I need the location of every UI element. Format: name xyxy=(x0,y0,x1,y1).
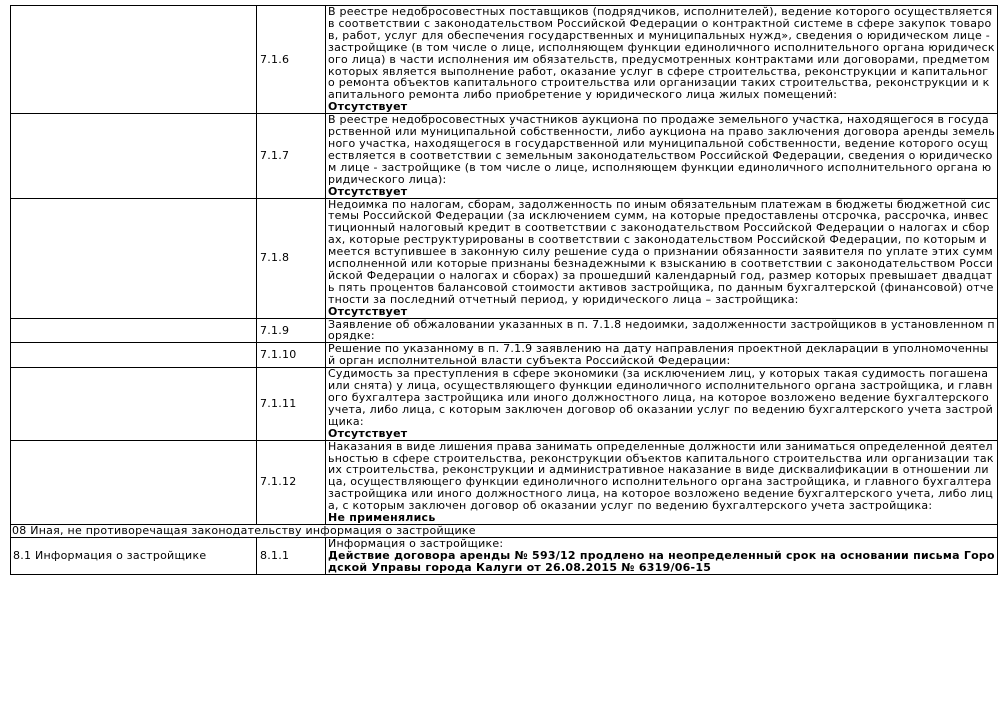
item-content xyxy=(326,6,998,114)
section-08-row xyxy=(11,524,998,537)
item-content xyxy=(326,537,998,574)
item-number: 7.1.11 xyxy=(257,368,326,440)
section-cell xyxy=(11,198,257,318)
table-row-7-1-10 xyxy=(11,343,998,368)
section-cell xyxy=(11,6,257,114)
item-text: В реестре недобросовестных поставщиков (подрядчиков, исполнителей), ведение которого осуществляется в соответствии с законодательством Российской Федерации о контрактной системе в сфере закупок товаров, работ, услуг для обеспечения государственных и муниципальных нужд», сведения о юридическом лице - застройщике (в том числе о лице, исполняющем функции единоличного исполнительного органа юридического лица) в части исполнения им обязательств, предусмотренных контрактами или договорами, предметом которых является выполнение работ, оказание услуг в сфере строительства, реконструкции и капитального ремонта объектов капитального строительства или организации таких строительства, реконструкции и капитального ремонта либо приобретение у юридического лица жилых помещений: xyxy=(328,5,995,102)
item-text: В реестре недобросовестных участников аукциона по продаже земельного участка, находящегося в государственной или муниципальной собственности, либо аукциона на право заключения договора аренды земельного участка, находящегося в государственной или муниципальной собственности, ведение которого осуществляется в соответствии с земельным законодательством Российской Федерации, сведения о юридическом лице - застройщике (в том числе о лице, исполняющем функции единоличного исполнительного органа юридического лица): xyxy=(328,113,995,186)
item-content xyxy=(326,114,998,198)
item-text: Заявление об обжаловании указанных в п. 7.1.8 недоимки, задолженности застройщиков в установленном порядке: xyxy=(328,317,995,343)
item-content xyxy=(326,198,998,318)
item-answer: Отсутствует xyxy=(328,100,408,114)
table-row-7-1-11 xyxy=(11,368,998,440)
item-answer: Отсутствует xyxy=(328,304,408,318)
item-number: 7.1.12 xyxy=(257,440,326,524)
item-answer: Не применялись xyxy=(328,511,436,525)
item-text: Наказания в виде лишения права занимать определенные должности или заниматься определенной деятельностью в сфере строительства, реконструкции объектов капитального строительства или организации таких строительства, реконструкции и административное наказание в виде дисквалификации в отношении лица, осуществляющего функции единоличного исполнительного органа застройщика, и главного бухгалтера застройщика или иного должностного лица, на которое возложено ведение бухгалтерского учета, либо лица, с которым заключен договор об оказании услуг по ведению бухгалтерского учета застройщика: xyxy=(328,439,994,513)
item-content xyxy=(326,318,998,343)
item-content xyxy=(326,343,998,368)
table-row-7-1-9 xyxy=(11,318,998,343)
section-cell xyxy=(11,368,257,440)
item-text: Решение по указанному в п. 7.1.9 заявлению на дату направления проектной декларации в уполномоченный орган исполнительной власти субъекта Российской Федерации: xyxy=(328,342,989,368)
section-cell xyxy=(11,114,257,198)
table-row-8-1-1 xyxy=(11,537,998,574)
item-text: Информация о застройщике: xyxy=(328,536,504,550)
item-number: 7.1.7 xyxy=(257,114,326,198)
declaration-table xyxy=(10,5,998,575)
item-number: 8.1.1 xyxy=(257,537,326,574)
section-cell xyxy=(11,440,257,524)
section-cell xyxy=(11,343,257,368)
table-row-7-1-8 xyxy=(11,198,998,318)
table-row-7-1-7 xyxy=(11,114,998,198)
section-label: 8.1 Информация о застройщике xyxy=(11,537,257,574)
item-number: 7.1.6 xyxy=(257,6,326,114)
table-row-7-1-6 xyxy=(11,6,998,114)
item-number: 7.1.9 xyxy=(257,318,326,343)
item-content xyxy=(326,368,998,440)
item-answer: Отсутствует xyxy=(328,426,408,440)
item-answer: Отсутствует xyxy=(328,184,408,198)
table-row-7-1-12 xyxy=(11,440,998,524)
item-number: 7.1.10 xyxy=(257,343,326,368)
section-cell xyxy=(11,318,257,343)
item-content xyxy=(326,440,998,524)
item-text: Судимость за преступления в сфере экономики (за исключением лиц, у которых такая судимость погашена или снята) у лица, осуществляющего функции единоличного исполнительного органа застройщика, и главного бухгалтера застройщика или иного должностного лица, на которое возложено ведение бухгалтерского учета, либо лица, с которым заключен договор об оказании услуг по ведению бухгалтерского учета застройщика: xyxy=(328,367,994,428)
item-answer: Действие договора аренды № 593/12 продлено на неопределенный срок на основании письма Городской Управы города Калуги от 26.08.2015 № 6319/06-15 xyxy=(328,548,995,574)
item-text: Недоимка по налогам, сборам, задолженность по иным обязательным платежам в бюджеты бюджетной системы Российской Федерации (за исключением сумм, на которые предоставлены отсрочка, рассрочка, инвестиционный налоговый кредит в соответствии с законодательством Российской Федерации о налогах и сборах, которые реструктурированы в соответствии с законодательством Российской Федерации, по которым имеется вступившее в законную силу решение суда о признании обязанности заявителя по уплате этих сумм исполненной или которые признаны безнадежными к взысканию в соответствии с законодательством Российской Федерации о налогах и сборах) за прошедший календарный год, размер которых превышает двадцать пять процентов балансовой стоимости активов застройщика, по данным бухгалтерской (финансовой) отчетности за последний отчетный период, у юридического лица – застройщика: xyxy=(328,197,994,306)
section-08-title: 08 Иная, не противоречащая законодательству информация о застройщике xyxy=(11,524,998,537)
item-number: 7.1.8 xyxy=(257,198,326,318)
